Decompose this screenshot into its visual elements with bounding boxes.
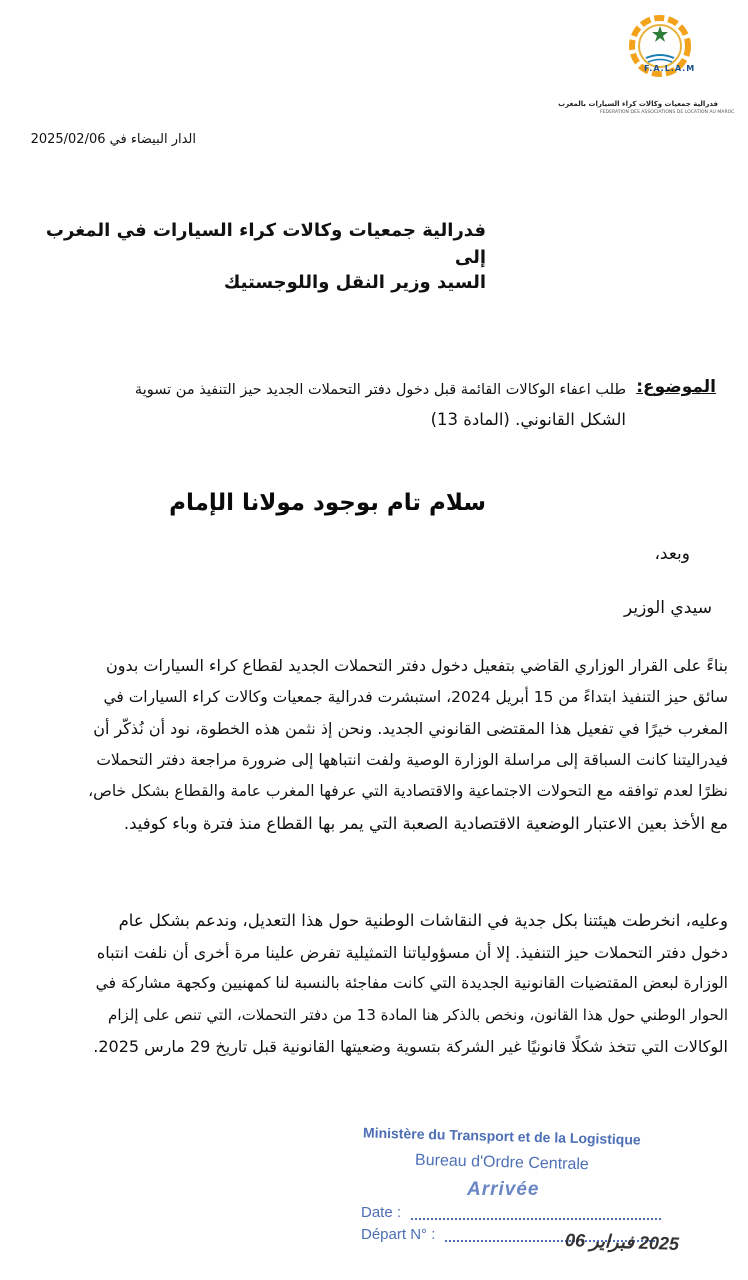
paragraph-line: نظرًا لعدم توافقه مع التحولات الاجتماعية والاقتصادية التي عرفها المغرب عامة والقطاع بشكل خاص، [88, 782, 728, 800]
salutation: سلام تام بوجود مولانا الإمام [169, 490, 486, 516]
addressee: سيدي الوزير [623, 598, 712, 618]
opening-phrase: وبعد، [654, 544, 690, 564]
paragraph-line: فيدراليتنا كانت السباقة إلى مراسلة الوزارة الوصية ولفت انتباهها إلى ضرورة مراجعة دفتر التحملات [96, 750, 728, 769]
subject-line: الشكل القانوني. (المادة 13) [430, 410, 626, 429]
paragraph-line: سائق حيز التنفيذ ابتداءً من 15 أبريل 2024، استبشرت فدرالية جمعيات وكالات كراء السيارات في [103, 687, 728, 706]
subject-line: طلب اعفاء الوكالات القائمة قبل دخول دفتر التحملات الجديد حيز التنفيذ من تسوية [134, 382, 626, 398]
paragraph-line: بناءً على القرار الوزاري القاضي بتفعيل دخول دفتر التحملات الجديد لقطاع كراء السيارات بدون [105, 656, 728, 675]
body-paragraph-1 [88, 650, 728, 839]
paragraph-line: الحوار الوطني حول هذا القانون، ونخص بالذكر هنا المادة 13 من دفتر التحملات، التي تنص على إلزام [108, 1005, 728, 1024]
body-paragraph-2 [88, 905, 728, 1063]
logo-acronym: F.A.L.A.M [644, 64, 696, 73]
paragraph-line: وعليه، انخرطت هيئتنا بكل جدية في النقاشات الوطنية حول هذا التعديل، وندعم بشكل عام [118, 911, 728, 930]
paragraph-line: الوزارة لبعض المقتضيات القانونية الجديدة التي كانت مفاجئة بالنسبة لنا كمهنيين وكجهة مشاركة في [95, 974, 728, 992]
subject-label: الموضوع: [636, 377, 716, 397]
paragraph-line: المغرب خيرًا في تفعيل هذا المقتضى القانوني الجديد. ونحن إذ نثمن هذه الخطوة، نود أن نُذكّر أن [93, 719, 728, 738]
stamp-bureau: Bureau d'Ordre Centrale [414, 1151, 590, 1174]
stamp-date-label: Date : [361, 1204, 402, 1221]
stamp-status: Arrivée [467, 1179, 540, 1200]
reception-stamp [355, 1122, 685, 1272]
stamp-depart-label: Départ N° : [361, 1226, 436, 1243]
falam-logo [558, 14, 735, 115]
subject-text [135, 376, 626, 434]
to-heading: إلى [454, 247, 486, 268]
stamp-date-dots [411, 1218, 661, 1220]
dateline: الدار البيضاء في 2025/02/06 [30, 132, 196, 147]
logo-arabic-name: فدرالية جمعيات وكالات كراء السيارات بالمغرب [558, 100, 718, 108]
sender-heading: فدرالية جمعيات وكالات كراء السيارات في المغرب [45, 220, 486, 241]
paragraph-line: الوكالات التي تتخذ شكلًا قانونيًا غير الشركة بتسوية وضعيتها القانونية قبل تاريخ 29 مارس 2025. [93, 1037, 728, 1056]
paragraph-line: مع الأخذ بعين الاعتبار الوضعية الاقتصادية الصعبة التي يمر بها القطاع منذ فترة وباء كوفيد. [123, 813, 728, 833]
recipient-heading: السيد وزير النقل واللوجستيك [223, 272, 486, 293]
stamp-handwritten-date: 2025 فبراير 06 [564, 1230, 680, 1254]
stamp-ministry: Ministère du Transport et de la Logistique [362, 1124, 641, 1148]
logo-french-name: FEDERATION DES ASSOCIATIONS DE LOCATION AU MAROC [600, 110, 735, 115]
paragraph-line: دخول دفتر التحملات حيز التنفيذ. إلا أن مسؤولياتنا التمثيلية تفرض علينا مرة أخرى أن نلفت انتباه [96, 942, 728, 962]
